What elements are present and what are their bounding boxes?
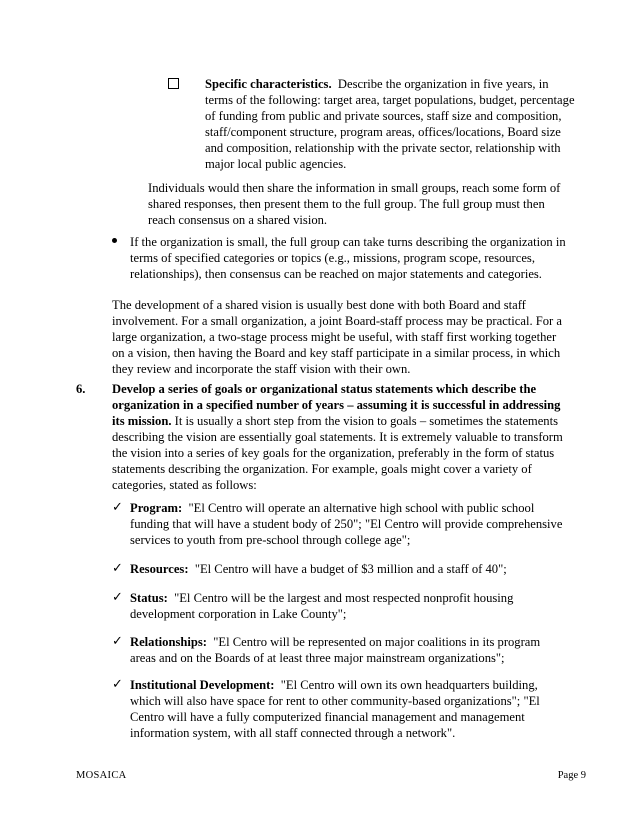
goal-label: Program: <box>130 501 183 515</box>
goal-resources <box>130 561 566 577</box>
goal-program <box>130 500 566 548</box>
share-paragraph: Individuals would then share the information in small groups, reach some form of shared responses, then present them to the full group. The full group must then reach consensus on a shared vision. <box>148 181 561 227</box>
goal-label: Relationships: <box>130 635 207 649</box>
goal-text: "El Centro will own its own headquarters building, which will also have space for rent to other community-based organizations"; "El Centro will have a fully computerized financial management and management information system, with all staff connected through a network". <box>130 678 540 740</box>
goal-text: "El Centro will be represented on major coalitions in its program areas and on the Boards of at least three major mainstream organizations"; <box>130 635 541 665</box>
spec-text: Describe the organization in five years, in terms of the following: target area, target populations, budget, percentage of funding from public and private sources, staff size and composition, staff/component structure, program areas, offices/locations, Board size and composition, relationship with the private sector, relationship with major local public agencies. <box>205 77 575 171</box>
goal-text: "El Centro will be the largest and most respected nonprofit housing development corporation in Lake County"; <box>130 591 514 621</box>
goal-text: "El Centro will operate an alternative high school with public school funding that will have a student body of 250"; "El Centro will provide comprehensive services to youth from pre-school through college age"; <box>130 501 563 547</box>
section-6-heading: Develop a series of goals or organizational status statements which describe the organization in a specified number of years – assuming it is successful in addressing its mission. <box>112 382 561 428</box>
goal-status <box>130 590 566 622</box>
footer-left: MOSAICA <box>76 770 127 781</box>
bullet-icon <box>112 238 117 243</box>
checkmark-icon: ✓ <box>112 634 123 649</box>
goal-institutional <box>130 677 566 741</box>
section-6-number: 6. <box>76 382 86 396</box>
bullet-small-org: If the organization is small, the full group can take turns describing the organization in terms of specified categories or topics (e.g., missions, program scope, resources, relationships), then consensus can be reached on major statements and categories. <box>130 235 566 281</box>
empty-checkbox-icon <box>168 78 179 89</box>
section-6-text: It is usually a short step from the vision to goals – sometimes the statements describing the vision are essentially goal statements. It is extremely valuable to transform the vision into a series of key goals for the organization, preferably in the form of status statements describing the organization. For example, goals might cover a variety of categories, stated as follows: <box>112 414 563 492</box>
checkmark-icon: ✓ <box>112 561 123 576</box>
goal-label: Resources: <box>130 562 189 576</box>
goal-relationships <box>130 634 566 666</box>
spec-heading: Specific characteristics. <box>205 77 332 91</box>
goal-label: Institutional Development: <box>130 678 275 692</box>
development-paragraph: The development of a shared vision is usually best done with both Board and staff involvement. For a small organization, a joint Board-staff process may be practical. For a large organization, a two-stage process might be useful, with staff first working together on a vision, then having the Board and key staff participate in a similar process, in which they review and incorporate the staff vision with their own. <box>112 298 562 376</box>
goal-label: Status: <box>130 591 168 605</box>
checkmark-icon: ✓ <box>112 500 123 515</box>
checkmark-icon: ✓ <box>112 590 123 605</box>
footer-page-number: Page 9 <box>557 770 586 781</box>
goal-text: "El Centro will have a budget of $3 million and a staff of 40"; <box>194 562 507 576</box>
checkmark-icon: ✓ <box>112 677 123 692</box>
spec-item <box>205 76 575 172</box>
section-6-body <box>112 381 566 493</box>
